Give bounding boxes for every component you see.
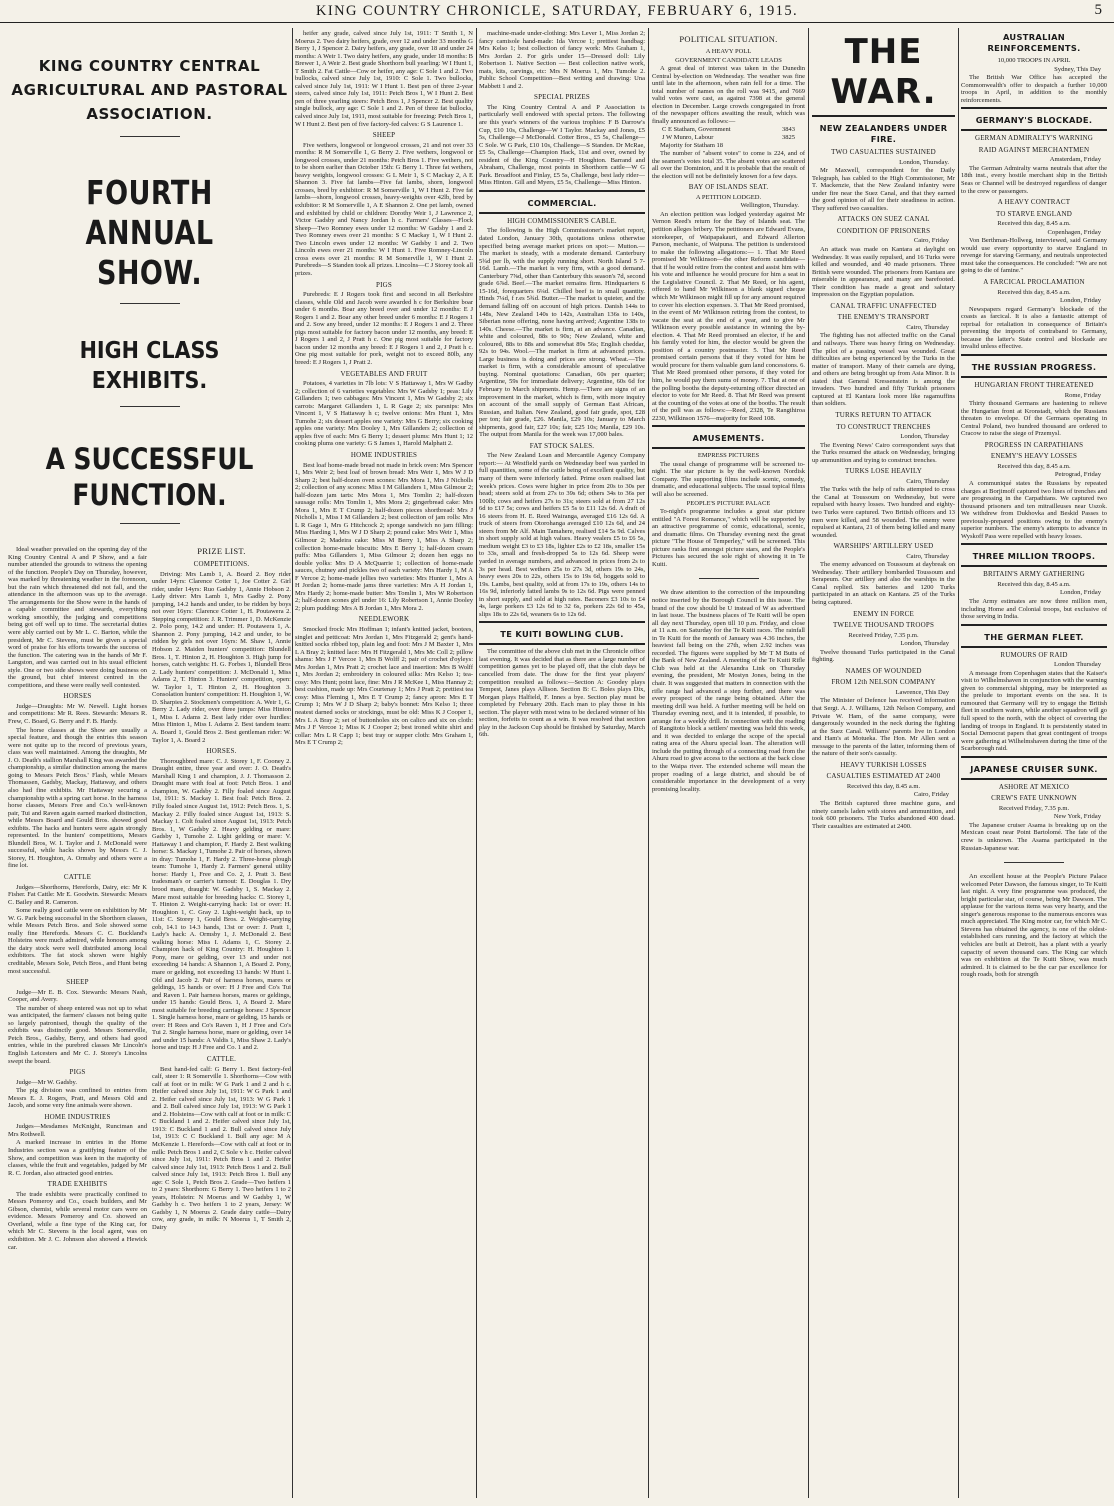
prize-paragraph: Best loaf home-made bread not made in brick oven: Mrs Spencer 1, Mrs Weir 2; best loaf of brown bread: Mrs Weir 1, Mrs W J D Sharp 2; best half-dozen oven scones: Mrs Mora 1, Mrs J Nicholls 2; collection of any scones: Miss I M Gillanders 1, Miss Gilmour 2; half-dozen jam tarts: Mrs Mora 1, Mrs Tomlin 2; half-dozen sausage rolls: Mrs Tomlin 1, Mrs Mora 2; gingerbread cake: Mrs Mora 1, Mrs E T Crump 2; half-dozen pieces shortbread: Mrs J Nicholls 1, Miss I M Gillanders 2; best collection of jam rolls: Mrs L R Gage 1, Mrs G Hitchcock 2; sponge sandwich no jam filling: Miss Harding 1, Mrs W J D Sharp 2; pound cake: Mrs Weir 1, Miss Gilmour 2; Madeira cake: Miss M Berry 1, Miss A Sharp 2; collection home-made biscuits: Mrs E Berry 1; half-dozen cream puffs: Miss Gillanders 1, Miss Gilmour 2; dozen hen eggs no double yolks: Mrs D A McQuarrie 1; collection of home-made sauces, chutney and pickles two of each variety: Mrs Hardy 1, M A F Vercoe 2; home-made jellies two varieties: Mrs Hunter 1, Mrs A H Jordan 2; home-made jams three varieties: Mrs A H Jordan 1, Mrs Hardy 2; home-made butter: Mrs Tomlin 1, Mrs W Robertson 2; half-dozen scones girl under 16: Lily Robertson 1, Annie Dooley 2; plum pudding: Mrs A B Jordan 1, Mrs Mora 2. bbox=[295, 461, 473, 612]
article-paragraph: The pig division was confined to entries from Messrs E. J. Rogers, Pratt, and Messrs Old and Jacob, and some very fine animals were shown. bbox=[8, 1087, 147, 1110]
article-heading: THE RUSSIAN PROGRESS. bbox=[971, 361, 1097, 372]
divider bbox=[699, 578, 759, 579]
divider bbox=[961, 354, 1107, 356]
section-heading: COMPETITIONS. bbox=[193, 560, 250, 568]
received-line: Received this day, 8.45 a.m. bbox=[997, 220, 1071, 228]
article-subheading: RUMOURS OF RAID bbox=[1000, 650, 1068, 659]
dateline: Cairo, Thursday bbox=[906, 552, 949, 560]
prize-paragraph: Best hand-fed calf: G Berry 1. Best factory-fed calf, steer 1: R Somerville 1. Shorthorns—Cow with calf at foot or in milk: W G Park 1 and 2 and h c. Heifer calved since July 1st, 1911: W G Park 1 and 2. Heifer calved since July 1st, 1913: W G Park 1 and 2. Bull calved since July 1st, 1913: W G Park 1 and 2. Holsteins—Cow with calf at foot or in milk: C C Buckland 1 and 2. Heifer calved since July 1st, 1913: C Buckland 1 and 2. Bull calved since July 1st, 1913: C C Buckland 1. Bull any age: M A McKenzie 1. Herefords—Cow with calf at foot or in milk: Petch Bros 1 and 2, C Sole v h c. Heifer calved since July 1st, 1911: Petch Bros 1 and 2. Heifer calved since July 1st, 1913: Petch Bros 1 and 2. Bull calved since July 1st, 1913: Petch Bros 1. Bull any age: C Sole 1, Petch Bros 2. Grade—Two heifers 1 to 2 years: Shorthorn: G Berry 1. Two heifers 1 to 2 years, Holstein: N Moerus and W Gadsby 1, W Gadsby h c. Two heifers 1 to 2 years, Jersey: W Gadsby 1, N Moerus 2. Grade dairy cattle—Dairy cow, any grade, in milk: N Moerus 1, T Smith 2, Dairy bbox=[152, 1065, 291, 1232]
received-line: Received this day, 8.45 a.m. bbox=[997, 580, 1071, 588]
divider bbox=[120, 523, 180, 524]
masthead bbox=[0, 0, 1114, 23]
judges-paragraph: Judge—Mr W. Gadsby. bbox=[16, 1078, 77, 1086]
section-heading: TRADE EXHIBITS bbox=[47, 1180, 108, 1189]
article-paragraph: The Army estimates are now three million men, including Home and Colonial troops, but exclusive of those serving in India. bbox=[961, 597, 1107, 621]
article-subheading: PROGRESS IN CARPATHIANS bbox=[984, 440, 1084, 449]
prize-paragraph: Driving: Mrs Lamb 1, A. Board 2. Boy rider under 14yrs: Clarence Cotter 1, Joe Cotter 2. Girl rider, under 14yrs: Ruo Gadsby 1, Annie Hobson 2. Lady driver: Mrs Lamb 1, Mrs Gadby 2. Pony jumping, 14.2 hands and under, to be ridden by boys not over 16yrs: Clarence Cotter 1, H. Poutawera 2. Stepping competition: J. R. Trimmer 1, D. McKenzie 2. Polo pony, 14.2 and under: H. Poutawera 1, A. Shannon 2. Pony jumping, 14.2 and under, to be ridden by girls not over 16yrs: M. Shaw 1, Annie Hobson 2. Maiden hunters' competition: Blundell Bros. 1, T. Hinton 2, H. Houghton 3. High jump for horses, catch weights: H. G. Forbes 1, Blundell Bros 2. Lady hunters' competition: J. McDonald 1, Miss Adams 2, T. Hinton 3. Hunters' competition, open: W. Taylor 1, T. Hinton 2, H. Houghton 3. Consolation hunters' competition: H. Houghton 1, W. D. Sharpies 2. Stockmen's competition: A. Weir 1, G. Berry 2. Lady rider, over three jumps: Miss Hinton 1, Miss I. Adams 2. Best lady rider over hurdles: Miss Hinton 1, Miss I. Adams 2. Best tandem team: A. Board 1, Gould Bros 2. Best gentleman rider: W. Taylor 1, A. Board 2 bbox=[152, 570, 291, 744]
column-war bbox=[812, 30, 955, 1500]
article-paragraph: An attack was made on Kantara at daylight on Wednesday. It was easily repulsed, and 16 Turks were killed and wounded, and 40 made prisoners. Three British were wounded. The prisoners from Kantara are miserable in appearance, and many are barefooted. Their condition has made a great and salutary impression on the Egyptian population. bbox=[812, 246, 955, 299]
article-paragraph: Von Berthman-Hollweg, interviewed, said Germany would use every opportunity to starve England in revenge for starving Germany, and neutrals unprotected must take the consequences. He concluded: "We are not going to die of famine." bbox=[961, 237, 1107, 275]
column-cables bbox=[961, 30, 1107, 1500]
article-heading: AUSTRALIAN REINFORCEMENTS. bbox=[987, 32, 1081, 53]
prize-paragraph: Five wethers, longwool or longwool crosses, 21 and not over 33 months: R M Somerville 1, G Berry 2. Five wethers, longwool or longwool crosses, under 21 months: Petch Bros 1. Five wethers, not to be shorn earlier than October 15th: G Berry 1. Three fat wethers, heavy weights, longwool crosses: G L Meir 1, S C Mackay 2, A E Shannon 3. Five fat lambs—Five fat lambs, shorn, longwool crosses, bred by exhibitor: R M Somerville 1, W I Hunt 2. Five fat lambs—shorn, longwool crosses, heavy-weights over 42lb, bred by exhibitor: R M Somerville 1, A E Shannon 2. One pet lamb, owned and exhibited by child or children: Dorothy Weir 1, J Lawrence 2, Victor Gadsby and Nancy Jordan h c. Farmers' Classes—Flock Sheep—Two Romney ewes under 12 months: W Gadsby 1 and 2. Two Romney ewes over 21 months: S C Mackay 1, W I Hunt 2. Two Lincoln ewes under 12 months: W Gadsby 1 and 2. Two Lincoln ewes over 21 months: W I Hunt 1. Five Romney-Lincoln cross ewes over 21 months: R M Somerville 1, W I Hunt 2. Purebreds—S Standen took all prizes. Lincolns—C J Storey took all prizes. bbox=[295, 141, 473, 277]
prize-paragraph: machine-made under-clothing: Mrs Lever 1, Miss Jordan 2; fancy camisole hand-made: Ida Vercoe 1; prettiest handbag: Mrs Kelso 1; best collection of fancy work: Mrs Graham 1, Mrs Jordan 2. For girls under 15—Dressed doll: Lily Robertson 1. Native Section — Best collection native work, mats, kits, carvings, etc: Mrs N Moerus 1, Mrs Tumohe 2. Public School Competition—Best writing and drawing: Una Mabbett 1 and 2. bbox=[479, 30, 645, 90]
political-heading: POLITICAL SITUATION. bbox=[679, 34, 778, 44]
section-heading: SHEEP bbox=[66, 978, 89, 987]
divider bbox=[120, 303, 180, 304]
received-line: Received this day, 8.45 a.m. bbox=[997, 288, 1071, 296]
divider bbox=[120, 136, 180, 137]
article-subheading: BRITAIN'S ARMY GATHERING bbox=[983, 570, 1085, 579]
section-heading: HORSES. bbox=[206, 747, 237, 756]
article-subheading: CONDITION OF PRISONERS bbox=[836, 226, 931, 235]
judges-paragraph: Judge—Draughts: Mr W. Newell. Light horses and competitions: Mr R. Rees. Stewards: Messrs R. Frew, C. Board, G. Berry and F. B. Hardy. bbox=[8, 702, 147, 726]
article-subheading: GOVERNMENT CANDIDATE LEADS bbox=[675, 56, 782, 64]
article-paragraph: A message from Copenhagen states that the Kaiser's visit to Wilhelmshaven in conjunction with the warning given to commercial shipping, may be interpreted as the prelude to important events on the sea. It is rumoured that Germany will try to engage the British fleet in southern waters, while another squadron will go full speed to the north, with the object of covering the landing of troops in England. It is persistently stated in Social Democrat papers that great contingent of troops were gathering at Wilhelmshaven during the time of the Scarborough raid. bbox=[961, 669, 1107, 753]
judges-paragraph: Judge—Mr E. B. Cox. Stewards: Messrs Nash, Cooper, and Avery. bbox=[8, 988, 147, 1004]
section-heading: SPECIAL PRIZES bbox=[533, 93, 591, 102]
divider bbox=[961, 565, 1107, 567]
dateline: Cairo, Thursday bbox=[906, 477, 949, 485]
poll-majority: Majority for Statham 18 bbox=[660, 141, 724, 149]
article-paragraph: Thirty thousand Germans are hastening to relieve the Hungarian front at Kronstadt, which the Russians threaten to envelope. Of the Germans operating in Central Poland, two hundred thousand are ordered to Cracow to raise the siege of Przemysl. bbox=[961, 400, 1107, 438]
candidate-name: J W Munro, Labour bbox=[662, 134, 714, 142]
article-paragraph: Mr Maxwell, correspondent for the Daily Telegraph, has cabled to the High Commissioner, Mr T. Mackenzie, that the New Zealand infantry were under fire near the Suez Canal, and that they earned the good opinion of all for their steadiness in action. They suffered two casualties. bbox=[812, 167, 955, 212]
poll-result-row bbox=[652, 134, 805, 142]
amusements-heading: AMUSEMENTS. bbox=[692, 433, 765, 444]
article-paragraph: The horse classes at the Show are usually a special feature, and though the entries this season were not quite up to the record of previous years, class was well maintained. Among the draughts, Mr J. O. Death's stallion Marshall King was awarded the championship, a similar distinction among the mares going to Messrs Petch Bros.' Flash, while Messrs Thomassen, Gadsby, Mackay, Hattaway, and others also had fine exhibits. Mr Hattaway securing a championship with a spring cart horse. In the harness horse classes, Messrs Free and Co.'s well-known pair, Tui and Raven again earned marked distinction, while Messrs Board and Gould Bros. showed good exhibits. The hacks and hunters were again strongly represented. In the hunters' competitions, Messrs Blundell Bros, W. I. Taylor and J. McDonald were successful, while hacks shown by Messrs C. J. Storey, H. Houghton, A. Ormsby and others were a fine lot. bbox=[8, 726, 147, 870]
exhibits-headline: HIGH CLASS EXHIBITS. bbox=[79, 338, 220, 394]
column-rule bbox=[292, 28, 293, 1498]
judges-paragraph: Judges—Shorthorns, Herefords, Dairy, etc: Mr K Fisher. Fat Cattle: Mr E. Goodwin. Stewards: Messrs C. Bailey and R. Cameron. bbox=[8, 883, 147, 906]
candidate-name: C E Statham, Government bbox=[662, 126, 731, 134]
column-commercial bbox=[479, 30, 645, 1500]
article-subheading: A HEAVY CONTRACT bbox=[997, 198, 1071, 207]
article-subheading: CANAL TRAFFIC UNAFFECTED bbox=[830, 301, 937, 310]
dateline: London, Thursday. bbox=[899, 158, 949, 166]
divider bbox=[652, 447, 805, 449]
article-subheading: NAMES OF WOUNDED bbox=[845, 666, 922, 675]
divider bbox=[961, 646, 1107, 648]
article-heading: GERMANY'S BLOCKADE. bbox=[975, 115, 1093, 126]
article-paragraph: A communiqué states the Russians by repeated charges at Borjimoff captured two lines of trenches and are progressing in the Carpathians. We captured two thousand prisoners and ten mitrailleuses near Uszok. We withdrew from Dukhovka and Beskid Passes to previously-prepared positions owing to the enemy's superior numbers. The enemy's attempts to advance in Wyskoff Pass were repelled with heavy losses. bbox=[961, 479, 1107, 540]
divider bbox=[961, 778, 1107, 780]
prize-paragraph: Potatoes, 4 varieties in 7lb lots: V S Hattaway 1, Mrs W Gadby 2; collection of 6 varieties vegetables: Mrs W Gadsby 1; peas: Lily Gillanders 1; two cabbages: Mrs Vincent 1, Mrs W Gadsby 2; six carrots: Margaret Gillanders 1, L R Gage 2; six parsnips: Mrs Vincent 1, V S Hattaway h c; twelve onions: Mrs Hunt 1, Mrs Tumohe 2; six dessert apples one variety: Mrs G Berry; six cooking apples one variety: Mrs Dooley 1, Mrs Gillanders 2; collection of apples five of each: Mrs G Berry 1; dessert plums: Mrs Hunt 1; 12 cooking plums one variety: G S James 1, Harold Malphatt 2. bbox=[295, 380, 473, 448]
intro-paragraph: Ideal weather prevailed on the opening day of the King Country Central A and P Show, and a fair number attended the grounds to witness the opening of the function. People's Day on Thursday, however, was marked by threatening weather in the forenoon, but the rain which threatened did not fall, and the attendance in the afternoon was up to the average. The arrangements for the Show were in the hands of a capable committee and stewards, everything working smoothly, the judging and competitions being got off well up to time. The secretarial duties were ably carried out by Mr L. C. Barton, while the president, Mr C. Stevens, must be given a special word of praise for his efforts towards the success of the function. The catering was in the hands of Mr F. Langston, and was carried out in his usual efficient style. One or two side shows were doing business on the ground, but chief interest centred in the competitions, and these were really well contested. bbox=[8, 546, 147, 689]
article-paragraph: The Minister of Defence has received information that Sergt. A. J. Williams, 12th Nelson Company, and Private W. Ham, of the same company, were dangerously wounded in the neck during the fighting at the Suez Canal. Williams' parents live in London and Ham's at Motueka. The Hon. Mr Allen sent a message to the parents of the latter, informing them of the nature of their son's casualty. bbox=[812, 697, 955, 758]
article-paragraph: The New Zealand Loan and Mercantile Agency Company report:— At Westfield yards on Wednesday beef was yarded in full quantities, some of the cattle being of excellent quality, but many of them were inferiorly fatted. Prime oxen realised last week's prices. Cows were higher in price from 20s to 30s per head; steers sold at from 27s to 39s 6d; others 34s to 36s per 100lb; cows and heifers 27s to 31s; steers sold at from 27 12s 6d to £17 5s; cows and heifers £5 5s to £11 12s 6d. A draft of 16 steers from H. E. Reed Wairanga, averaged £16 12s 6d. A truck of steers from Otorohanga averaged £10 12s 6d, and 24 steers from Mr Alf. Main Tamahere, realised £14 5s 9d. Calves in short supply sold at high values. Heavy vealers £5 to £6 5s, medium weight £3 to £3 18s, lighter £2s to £2 18s, smaller 15s to 33s, small and fresh-dropped 5s to 12s 6d. Sheep were yarded in average numbers, and advanced in prices from 2s to 3s per head. Best wethers 25s to 27s 3d, others 19s to 24s, heavy ewes 20s to 22s, others 15s to 19s 6d, hoggets sold to 19s. Lambs, best quality, sold at from 17s to 19s, others 14s to 16s 9d, inferiorly fatted lambs 9s to 12s 6d. Pigs were penned in short supply, and sold at high rates. Baconers £3 10s to £4 4s, large porkers £3 12s 6d to 32 6s, porkers 22s 6d to 45s, slips 18s to 22s 6d, weaners 6s to 12s 6d. bbox=[479, 452, 645, 618]
article-subheading: GERMAN ADMIRALTY'S WARNING bbox=[974, 134, 1094, 143]
column-rule bbox=[648, 28, 649, 1498]
article-paragraph: The fighting has not affected traffic on the Canal and railways. There was heavy firing on Wednesday. The pilot of a passing vessel was wounded. Great difficulties are being experienced by the Turks in the matter of transport. Many of their camels are dying, and others are being brought up from Asia Minor. It is stated that General Kressenstein is among the invaders. Two hundred and fifty Turkish prisoners captured at El Kantara look more like ragamuffins than soldiers. bbox=[812, 332, 955, 408]
article-paragraph: The number of sheep entered was not up to what was anticipated, the farmers' classes not being quite so largely patronised, though the quality of the exhibits was distinctly good. Messrs Somerville, Petch Bros., Gadsby, Berry, and others had good entries, while in the purebred classes Mr Lincoln's English Leicesters and Mr C. J. Storey's Lincolns swept the board. bbox=[8, 1004, 147, 1065]
article-paragraph: The number of "absent votes" to come is 224, and of the seamen's votes total 35. The absent votes are scattered all over the Dominion, and it is probable that the result of the election will not be definitely known for a few days. bbox=[652, 150, 805, 180]
candidate-votes: 3825 bbox=[782, 134, 795, 142]
article-paragraph: The enemy advanced on Toussoum at daybreak on Wednesday. Their artillery bombarded Toussoum and Serapeum. Our artillery and also the warships in the Canal replied. Six batteries and 1200 Turks participated in an attack on Kantara. 25 of the Turks being captured. bbox=[812, 561, 955, 606]
section-heading: NEEDLEWORK bbox=[358, 615, 410, 624]
dateline: Lawrence, This Day bbox=[895, 688, 949, 696]
article-subheading: PEOPLE'S PICTURE PALACE bbox=[686, 499, 771, 507]
masthead-title: KING COUNTRY CHRONICLE, SATURDAY, FEBRUARY 6, 1915. bbox=[315, 3, 799, 19]
section-heading: HORSES bbox=[63, 692, 92, 701]
article-paragraph: To-night's programme includes a great star picture entitled "A Forest Romance," which will be supported by an attractive programme of comic, educational, scenic, and dramatic films. On Thursday evening next the great picture "The House of Temperley," will be screened. This picture ranks first amongst picture stars, and the People's Pictures has secured the sole right of showing it in Te Kuiti. bbox=[652, 508, 805, 568]
received-line: Received this day, 8.45 a.m. bbox=[997, 462, 1071, 470]
article-subheading: TO CONSTRUCT TRENCHES bbox=[836, 422, 931, 431]
article-subheading: CASUALTIES ESTIMATED AT 2400 bbox=[826, 772, 941, 781]
section-heading: CATTLE. bbox=[206, 1055, 237, 1063]
article-paragraph: The Evening News' Cairo correspondent says that the Turks resumed the attack on Wednesday, bringing up ammunition and trying to construct trenches. bbox=[812, 441, 955, 464]
article-paragraph: The usual change of programme will be screened to-night. The star picture is by the well-known Nordisk Company. The supporting films include scenic, comedy, dramatic, and educational subjects. The usual topical films will also be screened. bbox=[652, 460, 805, 498]
received-line: Received this day, 8.45 a.m. bbox=[846, 782, 921, 790]
dateline: London, Thursday bbox=[900, 640, 949, 648]
article-subheading: BAY OF ISLANDS SEAT. bbox=[688, 183, 769, 192]
dateline: Copenhagen, Friday bbox=[1047, 228, 1101, 236]
divider bbox=[961, 543, 1107, 545]
war-headline: THE WAR. bbox=[830, 32, 937, 112]
divider bbox=[652, 425, 805, 427]
prize-paragraph: The King Country Central A and P Association is particularly well endowed with special prizes. The following are this year's winners of the various trophies: F B Darrow's Cup, £10 10s, Challenge—W I Taylor. Mackay and Jones, £5 5s, Challenge—J McDonald. Cotter Bros., £5 5s, Challenge—C Sole. W G Park, £10 10s, Challenge—S Standen. Dr McRae, £5 5s, Challenge—Champion Hack, 11st and over, owned by resident of the King Country—H Houghton. Barrand and Abraham, Challenge, most points in Shorthorn cattle—W G Park. Broadfoot and Finlay, £5 5s, Challenge, best lady rider—Miss Hinton. Gill and Myers, £5 5s, Challenge—Miss Hinton. bbox=[479, 103, 645, 187]
section-heading: PIGS bbox=[376, 280, 392, 289]
function-headline: A SUCCESSFUL FUNCTION. bbox=[45, 442, 254, 512]
article-paragraph: The following is the High Commissioner's market report, dated London, January 30th, quotations unless otherwise specified being average market prices on spot:— Mutton.—The market is steady, with a moderate demand. Canterbury 5¾d per lb, with the supply running short. North Island 5 7-16d. Lamb.—The market is very firm, with a good demand. Canterbury 7⅝d, other than Canterbury this season's 7d, second grade 6⅞d. Beef.—The market remains firm. Hindquarters 6 15-16d, forequarters 6¼d. Chilled beef is in small quantity. Hinds 7¼d, f r.es 5¾d. Butter.—The market is quieter, and the demand falling off on account of high prices. Danish 144s to 148s, New Zealand 140s to 142s, Australian 136s to 140s, Siberian none offering, none having arrived; Argentine 138s to 140s. Cheese.—The market is firm, at an advance. Canadian, white and coloured, 88s to 90s; New Zealand, white and coloured, 88s to 88s and somewhat 89s 56s; English cheddar, 92s to 94s. Wool.—The market is firm at advanced prices. Large business is doing and prices are strong. Wheat.—The market is firm, with a considerable amount of speculative buying. Nominal quotations: Canadian, 60s per quarter; Argentine, 59s for immediate delivery; Argentine, 60s 6d for February to March shipments. Hemp.—There are signs of an improvement in the market, which is firm, with more inquiry on account of the small supply of German East African, Russian, and Italian. New Zealand, good fair grade, spot, £28 per ton; fair grade, £26. Manila, £29 10s; January to March shipments, good fair, £27 10s; fair, £25 10s; Manila, £29 10s. The output from Manila for the week was 17,000 bales. bbox=[479, 227, 645, 439]
dateline: Amsterdam, Friday bbox=[1049, 156, 1101, 164]
column-show-report bbox=[8, 30, 291, 1500]
article-subheading: ENEMY'S HEAVY LOSSES bbox=[990, 452, 1078, 461]
divider bbox=[961, 129, 1107, 131]
prize-paragraph: Thoroughbred mare: C. J. Storey 1, F. Cooney 2. Draught entire, three year and over: J. O. Death's Marshall King 1 and champion, J. J. Thomasson 2. Draught mare with foal at foot: Petch Bros. 1 and champion, W. Gadsby 2. Filly foaled since August 1st, 1911: S. Mackay 1. Best foal: Petch Bros. 2. Filly foaled since August 1st, 1912: Petch Bros. 1, S. Mackay 2. Filly foaled since August 1st, 1913: S. Mackay 1. Colt foaled since August 1st, 1913: Petch Bros. 1, W Gadsby 2. Heavy gelding or mare: Gadsby 1, Tumohe 2. Light gelding or mare: V. Hattaway 1 and champion, F. Hardy 2. Best walking horse: S. Mackay 1, Tumohe 2. Pair of horses, shown in dray: Tumohe 1, F. Hardy 2. Three-horse plough team: Tumohe 1, Hardy 2. Farmers' general utility horse: Hardy 1, Free and Co. 2, J. Pratt 3. Best tradesman's or carrier's turnout: E. Douglas 1. Dry brood mare, draught: W. Gadsby 1, S. Mackay 2. Mare most suitable for breeding hacks: C. Storey 1, T. Hinton 2. Weight-carrying hack: 1st or over: H. Houghton 1, C. Gray 2. Light-weight hack, up to 11st: C. Storey 1, Gould Bros. 2. Weight-carrying cob, 14.1 to 14.3 hands, 13st or over: J. Pratt 1, Lady's hack: A. Ormsby 1, J. McDonald 2. Best walking horse: Miss I. Adams 1, C. Storey 2. Champion hack of King Country: H. Houghton 1. Pony, mare or gelding, over 13 and under not exceeding 14 hands: A Shannon 1, A Board 2. Pony, mare or gelding, not exceeding 13 hands: W Hunt 1. Old and Jacob 2. Pair of harness horses, mares or geldings, 15 hands or over: H J Free and Co's Tui and Raven 1. Pair harness horses, mares or geldings, under 15 hands: Gould Bros. 1, A Board 2. Mare most suitable for breeding carriage horses: J Spencer 1. Single harness horse, mare or gelding, 15 hands or over: H Rees and Co's Raven 1, H J Free and Co's Tui 2. Single harness horse, mare or gelding, over 14 and under 15 hands: A Valdis 1, Miss Shaw 2. Lady's horse and trap: H J Free and Co. 1 and 2. bbox=[152, 757, 291, 1052]
divider bbox=[1004, 862, 1064, 863]
column-rule bbox=[958, 28, 959, 1498]
article-subheading: TURKS RETURN TO ATTACK bbox=[835, 410, 932, 419]
show-report-body bbox=[8, 546, 291, 1252]
divider bbox=[961, 376, 1107, 378]
section-heading: HOME INDUSTRIES bbox=[350, 450, 418, 459]
article-subheading: ENEMY IN FORCE bbox=[853, 609, 914, 618]
article-subheading: A FARCICAL PROCLAMATION bbox=[983, 278, 1085, 287]
section-heading: HOME INDUSTRIES bbox=[44, 1112, 111, 1121]
section-heading: PIGS bbox=[69, 1068, 86, 1077]
article-paragraph: Twelve thousand Turks participated in the Canal fighting. bbox=[812, 648, 955, 664]
article-subheading: ATTACKS ON SUEZ CANAL bbox=[837, 215, 930, 224]
divider bbox=[120, 406, 180, 407]
dateline: Sydney, This Day bbox=[1054, 65, 1101, 73]
prize-list-heading: PRIZE LIST. bbox=[197, 546, 246, 556]
report-narrative bbox=[8, 546, 147, 1252]
commercial-heading: COMMERCIAL. bbox=[527, 197, 597, 208]
article-paragraph: A marked increase in entries in the Home Industries section was a gratifying feature of the Show, and competition was keen in the majority of classes, while the fruit and vegetables, judged by Mr R. C. Jordan, also attracted good entries. bbox=[8, 1139, 147, 1177]
article-paragraph: The Japanese cruiser Asama is breaking up on the Mexican coast near Point Bartolomé. The fate of the crew is unknown. The Asama participated in the Russian-Japanese war. bbox=[961, 821, 1107, 852]
dateline: London, Friday bbox=[1059, 589, 1101, 597]
article-subheading: TURKS LOSE HEAVILY bbox=[844, 467, 923, 476]
local-notes-paragraph: We draw attention to the correction of the impounding notice inserted by the Borough Council in this issue. The brand of the cow should be U instead of W as advertised in last issue. The business places of Te Kuiti will be open all day next Thursday, open till 10 p.m. Friday, and close at 11 a.m. on Saturday for the Te Kuiti races. The rainfall in Te Kuiti for the month of January was 4.36 inches, the heaviest fall being on the 27th, when 2.92 inches was recorded. The figures were supplied by Mr T M Butts of the Bank of New Zealand. A meeting of the Te Kuiti Rifle Club was held at the Alexandra Link on Thursday evening, the president, Mr Mostyn Jones, being in the chair. It was suggested that matters in connection with the rifle range had advanced a step further, and there was every prospect of the range being obtained. After the meeting drill was held. A further meeting will be held on Thursday evening next, and it is intended, if possible, to arrange for a weekly drill. In connection with the roading of Rangitoto block a settlers' meeting was held this week, and it was decided to enlarge the scope of the special rating area of the Ahuru special loan. The alteration will include the putting through of a connecting road from the Ahuru road to give access to the sections at the back close to the Waipa river. The extended scheme will mean the proper roading of a large district, and should be of considerable importance in the development of a very promising locality. bbox=[652, 589, 805, 793]
column-prize-list bbox=[295, 30, 473, 1500]
received-line: Received Friday, 7.35 p.m. bbox=[998, 804, 1070, 812]
article-subheading: RAID AGAINST MERCHANTMEN bbox=[978, 145, 1090, 154]
article-subheading: HIGH COMMISSIONER'S CABLE. bbox=[507, 216, 617, 225]
article-paragraph: Some really good cattle were on exhibition by Mr W. G. Park being successful in the Shorthorn classes, while Messrs Petch Bros. and Sole showed some really fine Herefords. Messrs C. C. Buckland's Holsteins were much admired, while honours among the dairy stock were well distributed among local exhibitors. The fat stock shown were highly creditable, Messrs Sole, Petch Bros., and Hunt being most successful. bbox=[8, 907, 147, 975]
dateline: Wellington, Thursday. bbox=[740, 202, 799, 210]
prize-paragraph: heifer any grade, calved since July 1st, 1911: T Smith 1, N Moerus 2. Two dairy heifers, grade, over 12 and under 33 months G Berry 1, J Spencer 2. Dairy heifers, any grade, over 18 and under 24 months: A Weir 1. Two dairy heifers, any grade, under 18 months: B Brewer 1, A Weir 2. Best grade Shorthorn bull yearling: W I Hunt 1, T Smith 2. Fat Cattle—Cow or heifer, any age: C Sole 1 and 2. Two bullocks, calved since July 1st, 1910: C Sole 1. Two bullocks, calved since July 1st, 1911: W I Hunt 1. Best pen of three 2-year steers, calved since July 1st, 1911: Petch Bros 1, W I Hunt 2. Best pen of three yearling steers: Petch Bros 1, J Spencer 2. Best quality single bullock, any age: C Sole 1 and 2. Pen of three fat bullocks, calved since July 1st, 1911, most suitable for freezing: Petch Bros 1, W I Hunt 2. Best pen of five factory-fed calves: G S Laurence 1. bbox=[295, 30, 473, 128]
prize-list bbox=[152, 546, 291, 1252]
article-subheading: CREW'S FATE UNKNOWN bbox=[991, 794, 1077, 803]
divider bbox=[961, 107, 1107, 109]
article-subheading: A HEAVY POLL bbox=[705, 48, 752, 55]
divider bbox=[812, 115, 955, 117]
article-subheading: A PETITION LODGED. bbox=[695, 193, 762, 201]
section-heading: VEGETABLES AND FRUIT bbox=[340, 369, 428, 378]
article-subheading: HUNGARIAN FRONT THREATENED bbox=[974, 380, 1094, 389]
article-subheading: FROM 12th NELSON COMPANY bbox=[831, 678, 936, 687]
article-heading: THE GERMAN FLEET. bbox=[984, 631, 1084, 642]
dateline: Cairo, Friday bbox=[913, 237, 949, 245]
dateline: Cairo, Friday bbox=[913, 791, 949, 799]
page-number: 5 bbox=[1094, 2, 1102, 18]
article-subheading: 10,000 TROOPS IN APRIL bbox=[997, 57, 1071, 64]
dateline: Rome, Friday bbox=[1064, 391, 1101, 399]
divider bbox=[479, 190, 645, 192]
local-notes-paragraph: An excellent house at the People's Picture Palace welcomed Peter Dawson, the famous singer, to Te Kuiti last night. A very fine programme was produced, the bright particular star, of course, being Mr Dawson. The applause for the various items was very hearty, and the singer's generous response to the numerous encores was much appreciated. The King motor car, for which Mr C. Stevens has obtained the agency, is one of the oldest-established cars running, and the factory at which the vehicles are built at Detroit, has a plant with a yearly capacity of seven thousand cars. The King car which was on exhibition at the Te Kuiti Show, was much admired. It is claimed to be the car par excellence for rough roads, both for strength bbox=[961, 873, 1107, 979]
article-subheading: TO STARVE ENGLAND bbox=[995, 209, 1073, 218]
divider bbox=[479, 212, 645, 214]
divider bbox=[961, 756, 1107, 758]
section-heading: CATTLE bbox=[63, 872, 92, 881]
candidate-votes: 3843 bbox=[782, 126, 795, 134]
article-heading: JAPANESE CRUISER SUNK. bbox=[970, 763, 1098, 774]
article-subheading: EMPRESS PICTURES bbox=[697, 452, 760, 460]
article-paragraph: The British captured three machine guns, and ninety camels laden with stores and ammunition, and took 600 prisoners. The Turks abandoned 400 dead. Their casualties are estimated at 2400. bbox=[812, 800, 955, 830]
bowling-heading: TE KUITI BOWLING CLUB. bbox=[500, 629, 624, 640]
article-paragraph: The trade exhibits were practically confined to Messrs Pomeroy and Co., coach builders, and Mr Gibson, chemist, while several motor cars were on evidence. Messrs Pomeroy and Co. showed an Overland, while a fine type of the King car, for which Mr C. Stevens is the local agent, was on exhibition. Mr J. C. Johnson also showed a Hewick car. bbox=[8, 1190, 147, 1251]
article-paragraph: The German Admiralty warns neutrals that after the 18th inst., every hostile merchant ship in the British Seas or Channel will be destroyed regardless of danger to the crew or passengers. bbox=[961, 164, 1107, 195]
article-subheading: TWELVE THOUSAND TROOPS bbox=[832, 621, 935, 630]
article-subheading: THE ENEMY'S TRANSPORT bbox=[837, 313, 930, 322]
dateline: Cairo, Thursday bbox=[906, 323, 949, 331]
divider bbox=[479, 643, 645, 645]
column-politics bbox=[652, 30, 805, 1500]
prize-paragraph: Smocked frock: Mrs Hoffman 1; infant's knitted jacket, bootees, singlet and petticoat: Mrs Jordan 1, Mrs Fitzgerald 2; gent's hand-knitted socks ribbed top, plain leg and foot: Mrs J M Baxter 1, Mrs L A Bray 2; knitted lace: Mrs H Fitzgerald 1, Mrs Mc Coll 2; pillow shams: Mrs J F Vercoe 1, Mrs B Wolff 2; pair of crochet d'oyleys: Mrs Jordan 1, Mrs Pratt 2; crochet lace and insertion: Mrs B Wolff 1, Mrs Jordan 2; embroidery in coloured silks: Mrs Kelso 1; tea-cosy: Mrs Hunt; point lace, fine: Mrs J R McKee 1, Miss Hannay 2; best cushion, made up: Mrs Courtenay 1; Mrs J Pratt 2; prettiest tea cosy: Miss Fleming 1, Mrs E T Crump 2; fancy apron: Mrs E T Crump 1; Mrs W J D Sharp 2; baby's bonnet: Mrs Kelso 1; three neatest darned socks or stockings, must be old: Miss K J Cooper 1, Mrs L A Bray 2; set of buttonholes six on calico and six on cloth: Mrs J F Vercoe 1; Miss K J Cooper 2; best ironed white shirt and collar: Mrs L R Capp 1; best tray or supper cloth: Mrs Graham 1, Mrs E T Crump 2; bbox=[295, 626, 473, 747]
article-subheading: ASHORE AT MEXICO bbox=[998, 782, 1070, 791]
article-paragraph: An election petition was lodged yesterday against Mr Vernon Reed's return for the Bay of Islands seat. The petition alleges bribery. The petitioners are Edward Evans, storekeeper, of Waipapakauri, and Edward Allerton Parson, mechanic, of Waipuna. The petition is understood to make the following allegations:— 1. That Mr Reed promised Mr Wilkinson—the other Reform candidate—that if he would retire from the contest and assist him with his vote and influence he would procure for him a seat in the Legislative Council. 2. That Mr Reed, or his agent, offered to hand Mr Wilkinson a blank signed cheque which Mr Wilkinson might fill up for any amount required to cover his election expenses. 3. That Mr Reed promised, in the event of Mr Wilkinson retiring from the contest, to vacate the seat at the end of a year, and to give Mr Wilkinson every possible assistance in winning the by-election. 4. That Mr Reed promised an elector, if he and his family voted for him, the elector would be given the position of a country postmaster. 5. That Mr Reed promised certain persons that if they voted for him he would procure for them valuable gum land concessions. 6. That Mr Reed promised other persons, if they voted for him, he would pay them sums of money. 7. That at one of the polling booths the deputy-returning officer directed an elector to vote for Mr Reed. 8. That Mr Reed was present at the counting of the votes at one of the booths. The result of the poll was as follows:—Reed, 2328, Te Rangihiroa 2230, Wilkinson 1576—majority for Reed 108. bbox=[652, 210, 805, 422]
article-subheading: TWO CASUALTIES SUSTAINED bbox=[831, 148, 936, 156]
article-heading: NEW ZEALANDERS UNDER FIRE. bbox=[819, 123, 948, 144]
article-paragraph: The committee of the above club met in the Chronicle office last evening. It was decided that as there are a large number of competition games yet to be played off, that the club days be cancelled from date. The draw for the first year players' competition resulted as follows:—Section A: Goodey plays Tempest, Janes plays Allison. Section B: C. Boles plays Dix, Morgan plays Halfield, F. Innes a bye. Section play must be completed by February 20th. Each man to play those in his section. The player with most wins to be declared winner of his section, forfeits to count as a win. It was resolved that section play in the Jackson Cup should be finished by Saturday, March 6th. bbox=[479, 648, 645, 739]
article-paragraph: A great deal of interest was taken in the Dunedin Central by-election on Wednesday. The weather was fine until late in the afternoon, when rain fell for a time. The total number of names on the roll was 9415, and 7669 valid votes were cast, as against 7398 at the general election in December. Large crowds congregated in front of the newspaper offices awaiting the result, which was finally announced as follows:— bbox=[652, 65, 805, 125]
dateline: London, Thursday bbox=[900, 433, 949, 441]
divider bbox=[479, 621, 645, 623]
judges-paragraph: Judges—Mesdames McKnight, Runciman and Mrs Rothwell. bbox=[8, 1123, 147, 1138]
column-rule bbox=[476, 28, 477, 1498]
prize-paragraph: Purebreds: E J Rogers took first and second in all Berkshire classes, while Old and Jacob were awarded h c for Berkshire boar under 6 months. Boar any breed over and under 12 months: E J Rogers 1 and 2. Boar any other breed under 6 months: E J Rogers 1 and 2. Sow any breed, under 12 months: E J Rogers 1 and 2. Three pigs most suitable for factory bacon under 12 months, any breed: E J Rogers 1 and 2, J Pratt h c. One pig most suitable for factory bacon under 12 months any breed: E J Rogers 1 and 2, J Pratt h c. One pig most suitable for pork, weight not to exceed 80lb, any breed: E J Rogers 1, J Pratt 2. bbox=[295, 291, 473, 366]
poll-result-row bbox=[652, 126, 805, 134]
dateline: London, Friday bbox=[1059, 297, 1101, 305]
article-subheading: FAT STOCK SALES. bbox=[529, 441, 595, 450]
article-paragraph: The British War Office has accepted the Commonwealth's offer to despatch a further 10,000 troops in April, in addition to the monthly reinforcements. bbox=[961, 74, 1107, 104]
article-paragraph: The Turks with the help of rafts attempted to cross the Canal at Toussoum on Wednesday, but were repulsed with heavy losses. Two hundred and eighty-two Turks were captured. Two British officers and 13 men were killed, and 58 wounded. The enemy were repulsed at Kantara, 21 of them being killed and many wounded. bbox=[812, 486, 955, 539]
article-heading: THREE MILLION TROOPS. bbox=[972, 551, 1096, 562]
section-heading: SHEEP bbox=[372, 131, 396, 140]
dateline: New York, Friday bbox=[1053, 813, 1101, 821]
article-paragraph: Newspapers regard Germany's blockade of the coasts as farcical. It is also a fantastic attempt of reprisal for retaliation in consequence of Britain's preventing the imports of contraband to Germany, because the latter's State control and blockade are invalid unless effective. bbox=[961, 305, 1107, 351]
column-rule bbox=[808, 28, 809, 1498]
article-subheading: WARSHIPS' ARTILLERY USED bbox=[833, 542, 934, 551]
association-headline: KING COUNTRY CENTRAL AGRICULTURAL AND PASTORAL ASSOCIATION. bbox=[11, 57, 288, 123]
show-headline: FOURTH ANNUAL SHOW. bbox=[85, 173, 214, 292]
dateline: London Thursday bbox=[1054, 661, 1101, 669]
divider bbox=[961, 624, 1107, 626]
article-subheading: HEAVY TURKISH LOSSES bbox=[840, 760, 927, 769]
dateline: Petrograd, Friday bbox=[1054, 471, 1101, 479]
received-line: Received Friday, 7.35 p.m. bbox=[848, 631, 919, 639]
